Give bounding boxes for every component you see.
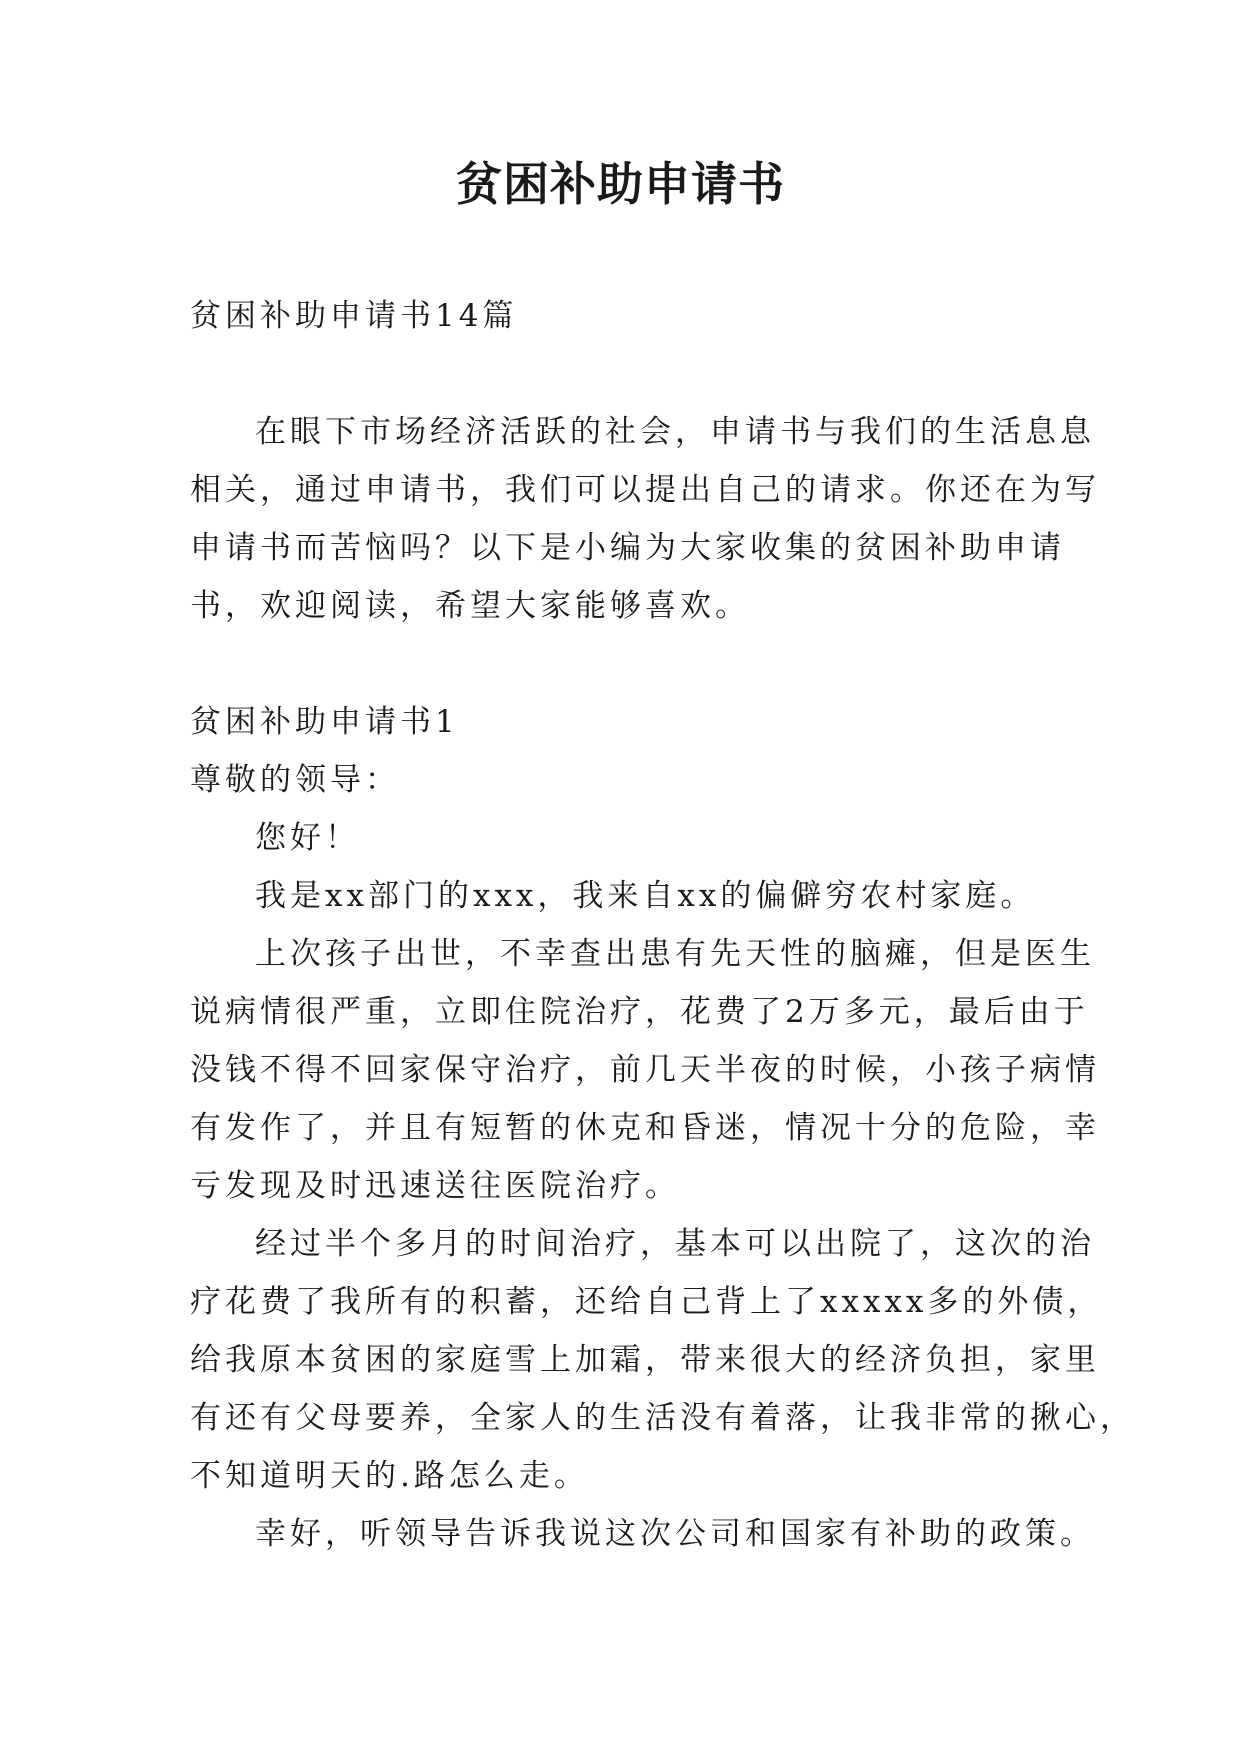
salutation: 尊敬的领导：	[190, 762, 400, 798]
body-line-5: 有发作了，并且有短暂的休克和昏迷，情况十分的危险，幸	[190, 1110, 1100, 1146]
intro-line-1: 在眼下市场经济活跃的社会，申请书与我们的生活息息	[255, 414, 1095, 450]
body-line-8: 疗花费了我所有的积蓄，还给自己背上了xxxxx多的外债，	[190, 1284, 1103, 1320]
body-line-9: 给我原本贫困的家庭雪上加霜，带来很大的经济负担，家里	[190, 1342, 1100, 1378]
body-line-12: 幸好，听领导告诉我说这次公司和国家有补助的政策。	[255, 1516, 1095, 1552]
body-line-3: 说病情很严重，立即住院治疗，花费了2万多元，最后由于	[190, 994, 1089, 1030]
section-heading: 贫困补助申请书1	[190, 704, 459, 740]
body-line-10: 有还有父母要养，全家人的生活没有着落，让我非常的揪心，	[190, 1400, 1135, 1436]
body-line-4: 没钱不得不回家保守治疗，前几天半夜的时候，小孩子病情	[190, 1052, 1100, 1088]
intro-line-3: 申请书而苦恼吗？以下是小编为大家收集的贫困补助申请	[190, 530, 1065, 566]
document-title: 贫困补助申请书	[456, 157, 785, 211]
body-line-7: 经过半个多月的时间治疗，基本可以出院了，这次的治	[255, 1226, 1095, 1262]
body-line-2: 上次孩子出世，不幸查出患有先天性的脑瘫，但是医生	[255, 936, 1095, 972]
greeting: 您好！	[255, 820, 360, 856]
intro-line-4: 书，欢迎阅读，希望大家能够喜欢。	[190, 588, 750, 624]
body-line-11: 不知道明天的.路怎么走。	[190, 1458, 589, 1494]
body-line-6: 亏发现及时迅速送往医院治疗。	[190, 1168, 680, 1204]
document-subtitle: 贫困补助申请书14篇	[190, 298, 518, 334]
body-line-1: 我是xx部门的xxx，我来自xx的偏僻穷农村家庭。	[255, 878, 1036, 914]
intro-line-2: 相关，通过申请书，我们可以提出自己的请求。你还在为写	[190, 472, 1100, 508]
